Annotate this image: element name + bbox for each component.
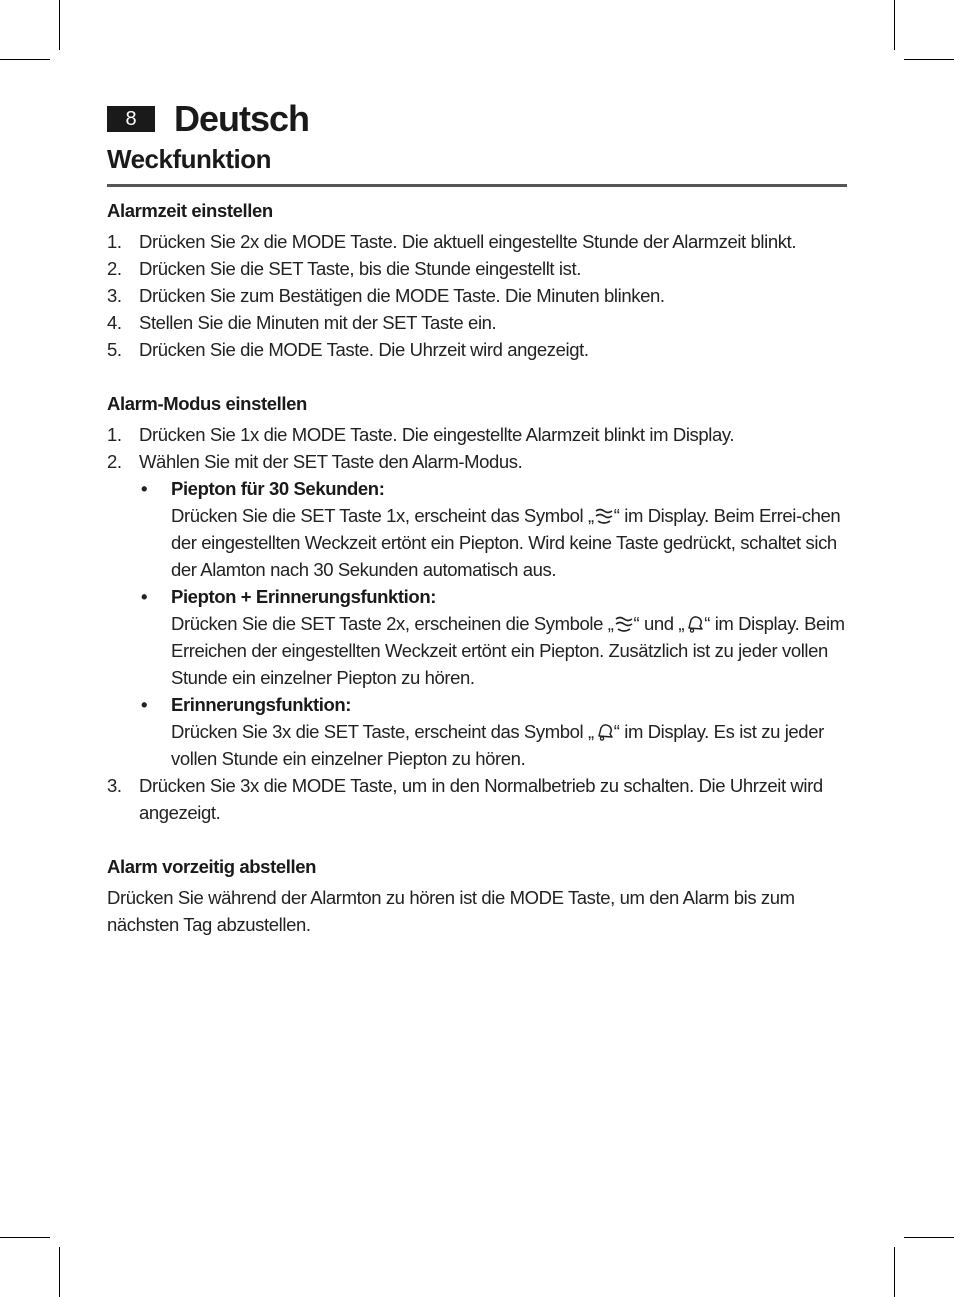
crop-mark (894, 1247, 895, 1297)
list-item: 2. Drücken Sie die SET Taste, bis die Stunde eingestellt ist. (107, 258, 581, 279)
option-title: Piepton + Erinnerungsfunktion: (171, 586, 436, 607)
crop-mark (904, 1237, 954, 1238)
list-item: • Piepton für 30 Sekunden: Drücken Sie die SET Taste 1x, erscheint das Symbol „ “ im Display. Beim Errei-chen der eingestellten Weckzeit ertönt ein Piepton. Wird keine Taste gedrückt, schaltet sich der Alamton nach 30 Sekunden automatisch aus. (141, 478, 841, 580)
list-item: • Piepton + Erinnerungsfunktion: Drücken Sie die SET Taste 2x, erscheinen die Symbole „ “ und „ “ im Display. Beim Erreichen der eingestellten Weckzeit ertönt ein Piepton. Zusätzlich ist zu jeder vollen Stunde ein einzelner Piepton zu hören. (141, 586, 845, 688)
page-number-badge: 8 (107, 106, 155, 132)
crop-mark (0, 59, 50, 60)
alarm-stop-text: Drücken Sie während der Alarmton zu hören ist die MODE Taste, um den Alarm bis zum nächsten Tag abzustellen. (107, 887, 795, 935)
alarm-mode-options (139, 475, 847, 772)
alarm-time-steps (107, 228, 847, 363)
option-title: Erinnerungsfunktion: (171, 694, 352, 715)
beep-wave-icon (614, 613, 634, 631)
bell-icon (684, 613, 704, 631)
section-divider (107, 184, 847, 187)
beep-wave-icon (594, 505, 614, 523)
list-item: 3. Drücken Sie zum Bestätigen die MODE Taste. Die Minuten blinken. (107, 285, 665, 306)
alarm-mode-heading: Alarm-Modus einstellen (107, 393, 307, 414)
crop-mark (59, 0, 60, 50)
list-item: • Erinnerungsfunktion: Drücken Sie 3x die SET Taste, erscheint das Symbol „ “ im Display. Es ist zu jeder vollen Stunde ein einzelner Piepton zu hören. (141, 694, 824, 769)
alarm-time-heading: Alarmzeit einstellen (107, 200, 273, 221)
page-content (107, 197, 847, 938)
list-item: 4. Stellen Sie die Minuten mit der SET Taste ein. (107, 312, 497, 333)
crop-mark (904, 59, 954, 60)
crop-mark (59, 1247, 60, 1297)
crop-mark (894, 0, 895, 50)
list-item: 2. Wählen Sie mit der SET Taste den Alarm-Modus. • Piepton für 30 Sekunden: Drücken Sie die SET Taste 1x, erscheint das Symbol „ “ im Display. Beim Errei-chen der eingestellten Weckzeit ertönt ein Piepton. Wird keine Taste gedrückt, schaltet sich der Alamton nach 30 Sekunden automatisch aus. • Piepton + Erinnerungsfunktion: Drücken Sie die SET Taste 2x, erscheinen die Symbole „ “ und „ “ im Display. Beim Erreichen der eingestellten Weckzeit ertönt ein Piepton. Zusätzlich ist zu jeder vollen Stunde ein einzelner Piepton zu hören. • Erinnerungsfunktion: Drücken Sie 3x die SET Taste, erscheint das Symbol „ “ im Display. Es ist zu jeder vollen Stunde ein einzelner Piepton zu hören. (107, 448, 847, 772)
language-title: Deutsch (174, 98, 310, 139)
list-item: 5. Drücken Sie die MODE Taste. Die Uhrzeit wird angezeigt. (107, 339, 589, 360)
crop-mark (0, 1237, 50, 1238)
list-item: 3. Drücken Sie 3x die MODE Taste, um in den Normalbetrieb zu schalten. Die Uhrzeit wird angezeigt. (107, 775, 823, 823)
alarm-mode-steps (107, 421, 847, 826)
section-title: Weckfunktion (107, 144, 271, 174)
bell-icon (594, 721, 614, 739)
list-item: 1. Drücken Sie 2x die MODE Taste. Die aktuell eingestellte Stunde der Alarmzeit blinkt. (107, 231, 797, 252)
alarm-stop-heading: Alarm vorzeitig abstellen (107, 856, 316, 877)
page-header (107, 98, 309, 140)
option-title: Piepton für 30 Sekunden: (171, 478, 385, 499)
list-item: 1. Drücken Sie 1x die MODE Taste. Die eingestellte Alarmzeit blinkt im Display. (107, 424, 735, 445)
